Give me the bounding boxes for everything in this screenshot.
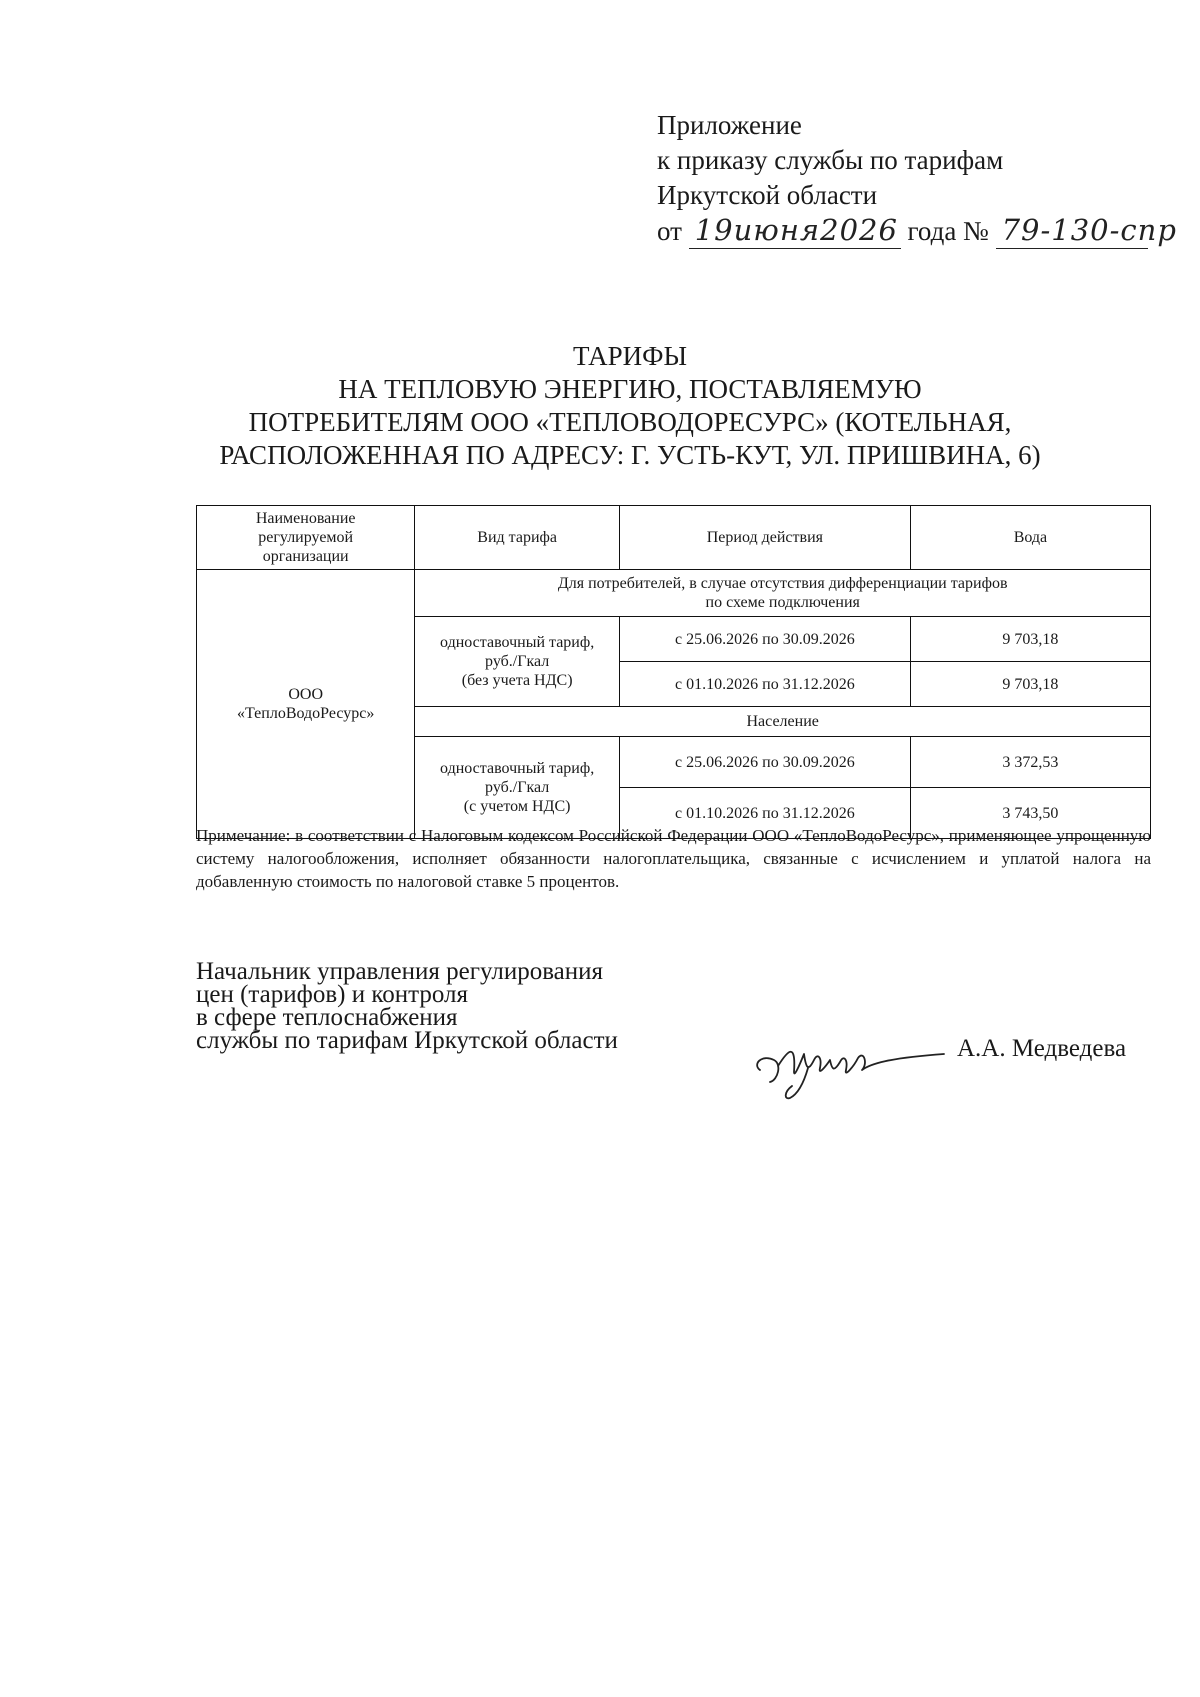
- header-org: [197, 506, 415, 570]
- appendix-date-line: [657, 213, 1177, 249]
- table-header-row: [197, 506, 1151, 570]
- position-line-4: службы по тарифам Иркутской области: [196, 1027, 618, 1054]
- position-line-3: в сфере теплоснабжения: [196, 1004, 458, 1031]
- year-label: года №: [907, 216, 989, 246]
- header-org-line-3: организации: [262, 548, 349, 565]
- period-cell: с 01.10.2026 по 31.12.2026: [619, 788, 910, 839]
- value-cell: 9 703,18: [910, 617, 1150, 662]
- table-note: Примечание: в соответствии с Налоговым кодексом Российской Федерации ООО «ТеплоВодоРесурс», применяющее упрощенную систему налогообложения, исполняет обязанности налогоплательщика, связанные с исчислением и уплатой налога на добавленную стоимость по налоговой ставке 5 процентов.: [196, 826, 1151, 891]
- title-line-1: ТАРИФЫ: [572, 341, 688, 371]
- handwritten-number: 79-130-спр: [996, 213, 1148, 249]
- group1-tariff-line-1: одноставочный тариф,: [440, 634, 595, 651]
- value-cell: 3 372,53: [910, 737, 1150, 788]
- signatory-name: А.А. Медведева: [957, 1035, 1127, 1062]
- group1-label-line-1: Для потребителей, в случае отсутствия дифференциации тарифов: [557, 575, 1008, 592]
- group1-tariff-line-3: (без учета НДС): [461, 672, 573, 689]
- period-cell: с 01.10.2026 по 31.12.2026: [619, 662, 910, 707]
- org-name-line-2: «ТеплоВодоРесурс»: [237, 705, 375, 722]
- group1-label-line-2: по схеме подключения: [705, 594, 860, 611]
- title-line-3: ПОТРЕБИТЕЛЯМ ООО «ТЕПЛОВОДОРЕСУРС» (КОТЕЛЬНАЯ,: [248, 407, 1012, 437]
- title-line-2: НА ТЕПЛОВУЮ ЭНЕРГИЮ, ПОСТАВЛЯЕМУЮ: [338, 374, 922, 404]
- group2-tariff-line-2: руб./Гкал: [485, 779, 550, 796]
- signatory-position: [196, 960, 618, 1052]
- header-org-line-1: Наименование: [255, 510, 356, 527]
- group1-tariff-line-2: руб./Гкал: [485, 653, 550, 670]
- handwritten-date: 19июня2026: [689, 213, 901, 249]
- org-name-line-1: ООО: [288, 686, 324, 703]
- header-org-line-2: регулируемой: [258, 529, 354, 546]
- org-name-cell: [197, 570, 415, 839]
- header-tariff-type: Вид тарифа: [415, 506, 620, 570]
- group2-label: Население: [415, 707, 1151, 737]
- appendix-line-3: Иркутской области: [657, 180, 878, 210]
- header-period: Период действия: [619, 506, 910, 570]
- handwritten-signature-icon: [748, 1020, 948, 1100]
- tariff-table: [196, 505, 1151, 839]
- value-cell: 3 743,50: [910, 788, 1150, 839]
- from-label: от: [657, 216, 682, 246]
- group1-label: [415, 570, 1151, 617]
- position-line-1: Начальник управления регулирования: [196, 958, 604, 985]
- document-title: [180, 340, 1080, 472]
- header-water: Вода: [910, 506, 1150, 570]
- group1-tariff-type: [415, 617, 620, 707]
- appendix-block: [657, 108, 1177, 249]
- period-cell: с 25.06.2026 по 30.09.2026: [619, 617, 910, 662]
- group2-tariff-line-1: одноставочный тариф,: [440, 760, 595, 777]
- title-line-4: РАСПОЛОЖЕННАЯ ПО АДРЕСУ: Г. УСТЬ-КУТ, УЛ. ПРИШВИНА, 6): [219, 440, 1041, 470]
- table-row: [197, 570, 1151, 617]
- appendix-line-2: к приказу службы по тарифам: [657, 145, 1004, 175]
- appendix-line-1: Приложение: [657, 110, 802, 140]
- period-cell: с 25.06.2026 по 30.09.2026: [619, 737, 910, 788]
- group2-tariff-line-3: (с учетом НДС): [463, 798, 571, 815]
- value-cell: 9 703,18: [910, 662, 1150, 707]
- position-line-2: цен (тарифов) и контроля: [196, 981, 468, 1008]
